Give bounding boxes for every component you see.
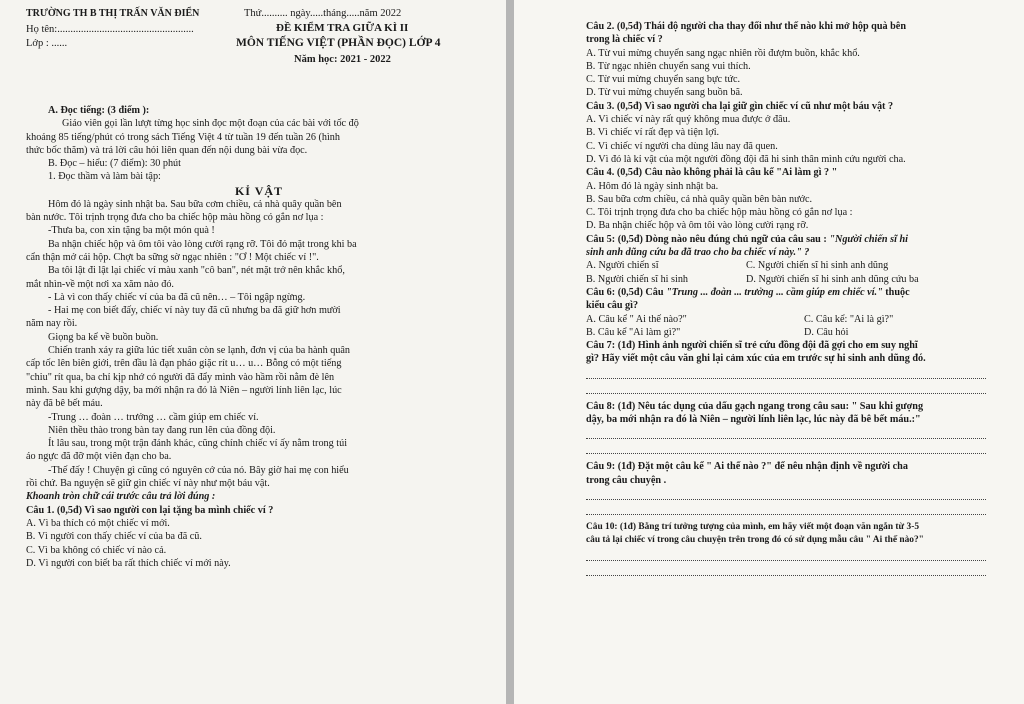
passage-line: KỈ VẬT	[234, 183, 284, 198]
passage-line: Giáo viên gọi lần lượt từng học sinh đọc một đoạn của các bài với tốc độ	[62, 118, 359, 130]
passage-line: C. Vì ba không có chiếc ví nào cả.	[26, 544, 167, 556]
option: A. Câu kể " Ai thế nào?"	[586, 313, 687, 325]
option-row	[586, 273, 1006, 286]
option: B. Từ ngạc nhiên chuyển sang vui thích.	[586, 60, 751, 72]
option: D. Từ vui mừng chuyển sang buồn bã.	[586, 87, 743, 99]
option: A. Người chiến sĩ	[586, 260, 659, 272]
option: B. Sau bữa cơm chiều, cả nhà quây quần bên bàn nước.	[586, 193, 813, 205]
question-6-text-end: thuộc	[885, 286, 910, 298]
school-name: TRƯỜNG TH B THỊ TRẤN VĂN ĐIỂN	[26, 8, 200, 19]
option: D. Câu hỏi	[804, 326, 849, 338]
passage-line: -Trung … đoàn … trưởng … cầm giúp em chiếc ví.	[48, 411, 259, 423]
question-8: Câu 8: (1đ) Nêu tác dụng của dấu gạch ngang trong câu sau: " Sau khi gượng	[586, 400, 924, 412]
passage-line: Câu 1. (0,5đ) Vì sao người con lại tặng ba mình chiếc ví ?	[26, 504, 274, 516]
option: D. Vì đó là kỉ vật của một người đồng đội đã hi sinh thân mình cứu người cha.	[586, 153, 906, 165]
question-4: Câu 4. (0,5đ) Câu nào không phải là câu kể "Ai làm gì ? "	[586, 167, 838, 179]
passage-line: này đã bê bết máu.	[26, 398, 103, 410]
passage-line: Ba tôi lật đi lật lại chiếc ví màu xanh "cô ban", nét mặt trở nên khắc khổ,	[48, 265, 345, 277]
question-7-cont: gì? Hãy viết một câu văn ghi lại cảm xúc của em trước sự hi sinh anh dũng đó.	[586, 353, 926, 365]
school-year: Năm học: 2021 - 2022	[294, 54, 391, 65]
question-7: Câu 7: (1đ) Hình ảnh người chiến sĩ trẻ cứu đồng đội đã gợi cho em suy nghĩ	[586, 340, 918, 352]
option: D. Người chiến sĩ hi sinh anh dũng cứu ba	[746, 273, 919, 285]
option: B. Câu kể "Ai làm gì?"	[586, 326, 681, 338]
exam-page-left	[0, 0, 506, 704]
question-5	[586, 233, 1006, 246]
answer-line[interactable]	[586, 502, 986, 515]
passage-line: bàn nước. Tôi trịnh trọng đưa cho ba chiếc hộp màu hồng có gắn nơ lụa :	[26, 212, 324, 224]
question-5-text: Câu 5: (0,5đ) Dòng nào nêu đúng chủ ngữ của câu sau :	[586, 233, 827, 245]
passage-line: thức bốc thăm) và trả lời câu hỏi liên quan đến nội dung bài vừa đọc.	[26, 144, 308, 156]
passage-line: -Thế đấy ! Chuyện gì cũng có nguyên cớ của nó. Bây giờ hai mẹ con hiểu	[48, 464, 349, 476]
question-5-cont: sinh anh dũng cứu ba đã trao cho ba chiếc ví này." ?	[586, 247, 810, 259]
option: C. Câu kể: "Ai là gì?"	[804, 313, 894, 325]
passage-line: -Thưa ba, con xin tặng ba một món quà !	[48, 225, 215, 237]
question-6	[586, 286, 1006, 299]
option: C. Vì chiếc ví người cha dùng lâu nay đã quen.	[586, 140, 778, 152]
passage-line: rồi chứ. Ba nguyện sẽ giữ gìn chiếc ví này như một báu vật.	[26, 478, 270, 490]
answer-line[interactable]	[586, 487, 986, 500]
passage-line: Ít lâu sau, trong một trận đánh khác, cũng chính chiếc ví ấy nằm trong túi	[48, 438, 348, 450]
question-10: Câu 10: (1đ) Bằng trí tưởng tượng của mình, em hãy viết một đoạn văn ngắn từ 3-5	[586, 521, 920, 532]
passage-line: A. Vì ba thích có một chiếc ví mới.	[26, 517, 170, 529]
answer-line[interactable]	[586, 548, 986, 561]
passage-line: khoảng 85 tiếng/phút có trong sách Tiếng Việt 4 từ tuần 19 đến tuần 26 (hình	[26, 131, 340, 143]
option: B. Người chiến sĩ hi sinh	[586, 273, 689, 285]
passage-line: Ba nhận chiếc hộp và ôm tôi vào lòng cười rạng rỡ. Tôi đỏ mặt trong khi ba	[48, 238, 357, 250]
question-5-quote: "Người chiến sĩ hi	[829, 233, 908, 245]
option-row	[586, 313, 1006, 326]
name-field: Họ tên:....................................................	[26, 24, 194, 35]
option: C. Người chiến sĩ hi sinh anh dũng	[746, 260, 889, 272]
question-6-cont: kiểu câu gì?	[586, 300, 639, 312]
exam-header	[26, 8, 492, 78]
option: C. Từ vui mừng chuyển sang bực tức.	[586, 74, 741, 86]
passage-line: B. Đọc – hiểu: (7 điểm): 30 phút	[48, 158, 181, 170]
answer-line[interactable]	[586, 563, 986, 576]
option: A. Vì chiếc ví này rất quý không mua được ở đâu.	[586, 114, 791, 126]
option: D. Ba nhận chiếc hộp và ôm tôi vào lòng cười rạng rỡ.	[586, 220, 809, 232]
passage-line: mình. Sau khi gượng dậy, ba mới nhận ra đó là Niên – người lính liên lạc, lúc	[26, 384, 342, 396]
passage-line: 1. Đọc thầm và làm bài tập:	[48, 171, 161, 183]
class-field: Lớp : ......	[26, 38, 68, 49]
page-divider	[506, 0, 514, 704]
answer-line[interactable]	[586, 426, 986, 439]
exam-page-right	[514, 0, 1024, 704]
option: A. Từ vui mừng chuyển sang ngạc nhiên rồi đượm buồn, khắc khổ.	[586, 47, 860, 59]
exam-title: ĐỀ KIỂM TRA GIỮA KÌ II	[276, 22, 409, 34]
option: A. Hôm đó là ngày sinh nhật ba.	[586, 180, 719, 192]
question-9: Câu 9: (1đ) Đặt một câu kể " Ai thế nào ?" để nêu nhận định về người cha	[586, 461, 908, 473]
passage-line: cẩn thận mở cái hộp. Chợt ba sững sờ ngạc nhiên : "Ơ ! Một chiếc ví !".	[26, 251, 319, 263]
passage-line: Khoanh tròn chữ cái trước câu trả lời đúng :	[26, 491, 216, 503]
passage-line: cấp tốc lên biên giới, trên đầu là đạn pháo giặc rít u… u… Bỗng có một tiếng	[26, 358, 342, 370]
passage-line: mắt nhìn-về một nơi xa xăm nào đó.	[26, 278, 174, 290]
passage-line: năm nay rồi.	[26, 318, 78, 330]
question-9-cont: trong câu chuyện .	[586, 474, 667, 486]
answer-line[interactable]	[586, 441, 986, 454]
passage-line: "chiu" rít qua, ba chỉ kịp nhớ có người đã đẩy mình vào hầm rồi nằm đè lên	[26, 371, 335, 383]
question-2-cont: trong là chiếc ví ?	[586, 34, 663, 46]
passage-line: B. Vì người con thấy chiếc ví của ba đã cũ.	[26, 531, 202, 543]
question-3: Câu 3. (0,5đ) Vì sao người cha lại giữ gìn chiếc ví cũ như một báu vật ?	[586, 100, 894, 112]
passage-line: áo ngực đã đỡ một viên đạn cho ba.	[26, 451, 172, 463]
passage-line: D. Vì người con biết ba rất thích chiếc ví mới này.	[26, 557, 231, 569]
question-8-cont: dậy, ba mới nhận ra đó là Niên – người lính liên lạc, lúc này đã bê bết máu.:"	[586, 414, 921, 426]
passage-line: Giọng ba kể về buồn buồn.	[48, 331, 159, 343]
question-6-quote: "Trung ... đoàn ... trưởng ... cầm giúp em chiếc ví."	[666, 286, 883, 298]
question-6-text: Câu 6: (0,5đ) Câu	[586, 286, 664, 298]
passage-line: Chiến tranh xảy ra giữa lúc tiết xuân còn se lạnh, đơn vị của ba hành quân	[48, 345, 351, 357]
passage-line: Hôm đó là ngày sinh nhật ba. Sau bữa cơm chiều, cả nhà quây quần bên	[48, 198, 342, 210]
passage-line: - Hai mẹ con biết đấy, chiếc ví này tuy đã cũ nhưng ba đã giữ hơn mười	[48, 305, 341, 317]
question-2: Câu 2. (0,5đ) Thái độ người cha thay đổi như thế nào khi mở hộp quà bên	[586, 21, 906, 32]
passage-line: - Là vì con thấy chiếc ví của ba đã cũ nên… – Tôi ngập ngừng.	[48, 291, 306, 303]
option-row	[586, 259, 1006, 272]
date-line: Thứ.......... ngày.....tháng.....năm 2022	[244, 8, 402, 19]
passage-line: A. Đọc tiếng: (3 điểm ):	[48, 105, 150, 116]
question-10-cont: câu tả lại chiếc ví trong câu chuyện trên trong đó có sử dụng mẫu câu " Ai thế nào?"	[586, 535, 924, 546]
reading-passage	[26, 104, 492, 570]
passage-line: Niên thều thào trong bàn tay đang run lên của đồng đội.	[48, 424, 276, 436]
exam-subject: MÔN TIẾNG VIỆT (PHẦN ĐỌC) LỚP 4	[236, 37, 441, 49]
option: B. Vì chiếc ví rất đẹp và tiện lợi.	[586, 127, 720, 139]
answer-line[interactable]	[586, 381, 986, 394]
option: C. Tôi trịnh trọng đưa cho ba chiếc hộp màu hồng có gắn nơ lụa :	[586, 207, 853, 219]
answer-line[interactable]	[586, 366, 986, 379]
option-row	[586, 326, 1006, 339]
